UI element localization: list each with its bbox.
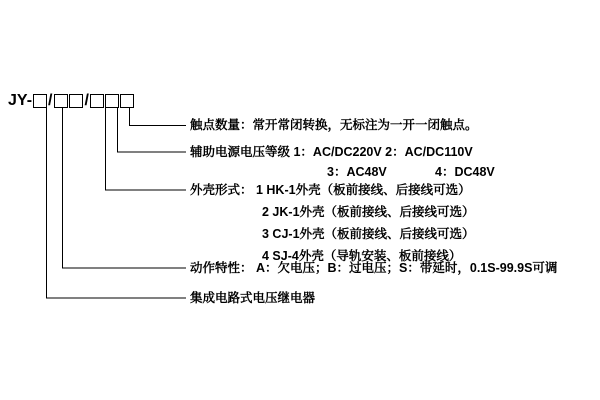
label-case-line3: 3 CJ-1外壳（板前接线、后接线可选） bbox=[262, 227, 475, 241]
label-case-line4: 4 SJ-4外壳（导轨安装、板前接线） bbox=[262, 249, 462, 263]
label-case-line2: 2 JK-1外壳（板前接线、后接线可选） bbox=[262, 205, 475, 219]
code-box-3 bbox=[69, 94, 83, 108]
label-action-characteristic: 动作特性： A：欠电压；B：过电压；S：带延时，0.1S-99.9S可调 bbox=[190, 261, 558, 275]
code-box-5 bbox=[105, 94, 119, 108]
code-box-1 bbox=[33, 94, 47, 108]
model-code bbox=[8, 92, 135, 110]
model-prefix: JY- bbox=[8, 92, 33, 109]
code-separator-1: / bbox=[48, 92, 53, 109]
code-separator-2: / bbox=[84, 92, 89, 109]
label-case-line1: 外壳形式： 1 HK-1外壳（板前接线、后接线可选） bbox=[190, 183, 471, 197]
label-aux-voltage-line1: 辅助电源电压等级 1：AC/DC220V 2：AC/DC110V bbox=[190, 145, 473, 159]
label-contact-quantity: 触点数量：常开常闭转换，无标注为一开一闭触点。 bbox=[190, 118, 478, 132]
label-aux-voltage-line2: 3：AC48V bbox=[327, 165, 387, 179]
code-box-4 bbox=[90, 94, 104, 108]
label-aux-voltage-line2b: 4：DC48V bbox=[435, 165, 495, 179]
code-box-2 bbox=[54, 94, 68, 108]
label-series-name: 集成电路式电压继电器 bbox=[190, 291, 316, 305]
code-box-6 bbox=[120, 94, 134, 108]
